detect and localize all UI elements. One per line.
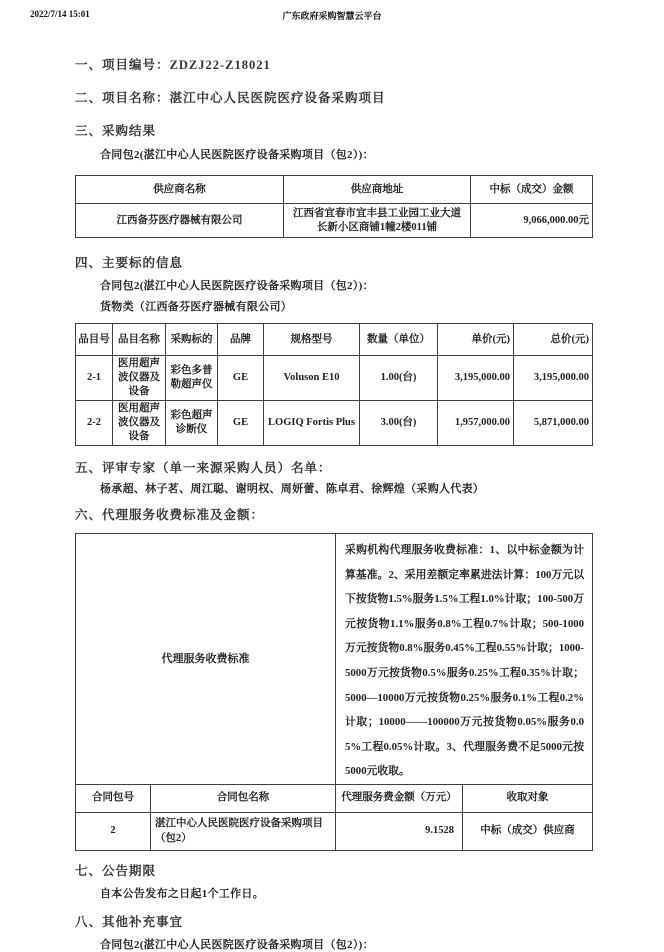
quantity-header: 数量（单位） xyxy=(360,324,438,356)
brand-header: 品牌 xyxy=(218,324,264,356)
items-table-row xyxy=(76,356,593,401)
other-matters-package-line: 合同包2(湛江中心人民医院医疗设备采购项目（包2）)： xyxy=(100,938,374,951)
section-heading-project-number: 一、项目编号：ZDZJ22-Z18021 xyxy=(75,58,271,72)
item-name-cell: 医用超声波仪器及设备 xyxy=(113,401,166,446)
section-heading-other-matters: 八、其他补充事宜 xyxy=(75,914,184,929)
unit-price-cell: 1,957,000.00 xyxy=(438,401,514,446)
experts-names: 杨承超、林子茗、周江聪、谢明权、周妍蕾、陈卓君、徐辉煌（采购人代表） xyxy=(100,483,485,495)
model-cell: LOGIQ Fortis Plus xyxy=(264,401,360,446)
subject-cell: 彩色多普勒超声仪 xyxy=(166,356,218,401)
result-package-line: 合同包2(湛江中心人民医院医疗设备采购项目（包2）)： xyxy=(100,149,374,161)
package-no-header: 合同包号 xyxy=(76,784,151,812)
total-price-header: 总价(元) xyxy=(514,324,593,356)
site-title: 广东政府采购智慧云平台 xyxy=(282,11,382,21)
item-name-cell: 医用超声波仪器及设备 xyxy=(113,356,166,401)
package-no-cell: 2 xyxy=(76,812,151,850)
supplier-name-header: 供应商名称 xyxy=(76,176,284,204)
announcement-document xyxy=(0,58,664,952)
total-price-cell: 5,871,000.00 xyxy=(514,401,593,446)
section-heading-main-subject: 四、主要标的信息 xyxy=(75,256,184,270)
items-table-row xyxy=(76,401,593,446)
package-name-cell: 湛江中心人民医院医疗设备采购项目（包2） xyxy=(151,812,336,850)
item-no-cell: 2-2 xyxy=(76,401,113,446)
total-price-cell: 3,195,000.00 xyxy=(514,356,593,401)
agency-fee-table xyxy=(75,533,593,851)
package-name-header: 合同包名称 xyxy=(151,784,336,812)
model-header: 规格型号 xyxy=(264,324,360,356)
supplier-name-cell: 江西备芬医疗器械有限公司 xyxy=(76,204,284,238)
items-table-header-row xyxy=(76,324,593,356)
unit-price-cell: 3,195,000.00 xyxy=(438,356,514,401)
print-timestamp: 2022/7/14 15:01 xyxy=(30,9,90,19)
unit-price-header: 单价(元) xyxy=(438,324,514,356)
model-cell: Voluson E10 xyxy=(264,356,360,401)
announcement-period-text: 自本公告发布之日起1个工作日。 xyxy=(100,887,264,900)
subject-package-line: 合同包2(湛江中心人民医院医疗设备采购项目（包2）)： xyxy=(100,280,374,292)
section-heading-agency-fee: 六、代理服务收费标准及金额： xyxy=(75,508,265,522)
section-heading-project-name: 二、项目名称：湛江中心人民医院医疗设备采购项目 xyxy=(75,91,386,105)
fee-standard-row xyxy=(76,534,593,785)
subject-header: 采购标的 xyxy=(166,324,218,356)
print-header xyxy=(0,0,664,22)
section-heading-procurement-result: 三、采购结果 xyxy=(75,124,157,138)
supplier-table-row xyxy=(76,204,593,238)
supplier-address-header: 供应商地址 xyxy=(284,176,471,204)
quantity-cell: 3.00(台) xyxy=(360,401,438,446)
item-no-header: 品目号 xyxy=(76,324,113,356)
supplier-table xyxy=(75,175,593,238)
award-amount-cell: 9,066,000.00元 xyxy=(471,204,593,238)
fee-amount-header: 代理服务费金额（万元） xyxy=(336,784,463,812)
award-amount-header: 中标（成交）金额 xyxy=(471,176,593,204)
brand-cell: GE xyxy=(218,356,264,401)
fee-standard-text: 采购机构代理服务收费标准：1、以中标金额为计算基准。2、采用差额定率累进法计算：100万元以下按货物1.5%服务1.5%工程1.0%计取；100-500万元按货物1.1%服务0.8%工程0.7%计取；500-1000万元按货物0.8%服务0.45%工程0.55%计取；1000-5000万元按货物0.5%服务0.25%工程0.35%计取；5000—10000万元按货物0.25%服务0.1%工程0.2%计取；10000——100000万元按货物0.05%服务0.05%工程0.05%计取。3、代理服务费不足5000元按5000元收取。 xyxy=(336,534,593,785)
fee-standard-label: 代理服务收费标准 xyxy=(76,534,336,785)
fee-table-header-row xyxy=(76,784,593,812)
fee-payer-cell: 中标（成交）供应商 xyxy=(463,812,593,850)
item-name-header: 品目名称 xyxy=(113,324,166,356)
section-heading-experts: 五、评审专家（单一来源采购人员）名单： xyxy=(75,461,332,475)
fee-payer-header: 收取对象 xyxy=(463,784,593,812)
subject-category-line: 货物类（江西备芬医疗器械有限公司） xyxy=(100,301,293,313)
quantity-cell: 1.00(台) xyxy=(360,356,438,401)
supplier-address-cell: 江西省宜春市宜丰县工业园工业大道长新小区商铺1幢2楼011铺 xyxy=(284,204,471,238)
brand-cell: GE xyxy=(218,401,264,446)
section-heading-announcement-period: 七、公告期限 xyxy=(75,863,157,878)
fee-amount-cell: 9.1528 xyxy=(336,812,463,850)
items-table xyxy=(75,323,593,446)
item-no-cell: 2-1 xyxy=(76,356,113,401)
fee-table-row xyxy=(76,812,593,850)
subject-cell: 彩色超声诊断仪 xyxy=(166,401,218,446)
supplier-table-header-row xyxy=(76,176,593,204)
